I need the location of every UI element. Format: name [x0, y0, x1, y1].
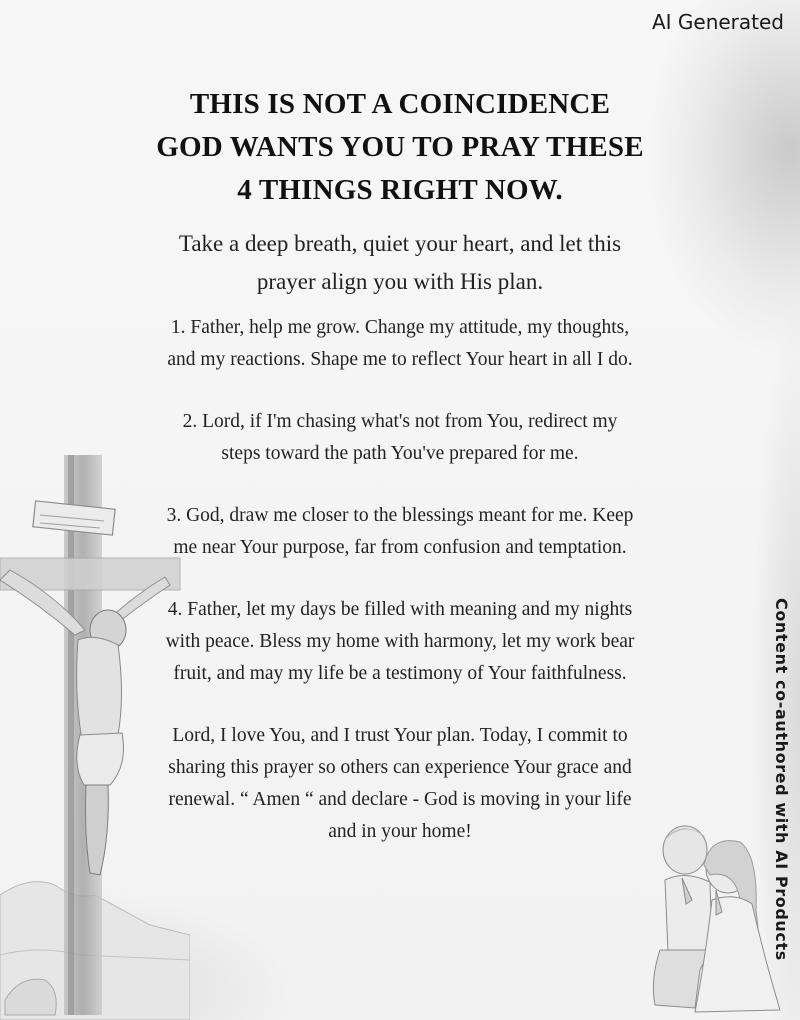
prayer-item-4	[118, 594, 682, 690]
headline-line: 4 THINGS RIGHT NOW.	[237, 174, 563, 206]
prayer-item-2	[118, 406, 682, 470]
headline-line: THIS IS NOT A COINCIDENCE	[189, 88, 611, 120]
prayer-line: 4. Father, let my days be filled with meaning and my nights	[167, 599, 633, 620]
headline-line: GOD WANTS YOU TO PRAY THESE	[156, 131, 644, 163]
prayer-line: steps toward the path You've prepared for me.	[221, 443, 579, 464]
closing-line: Lord, I love You, and I trust Your plan. Today, I commit to	[172, 725, 628, 746]
closing-prayer	[118, 720, 682, 848]
prayer-line: 2. Lord, if I'm chasing what's not from You, redirect my	[182, 411, 618, 432]
intro-text	[100, 225, 700, 301]
closing-line: and in your home!	[328, 821, 472, 842]
prayer-line: and my reactions. Shape me to reflect Your heart in all I do.	[167, 349, 633, 370]
closing-line: renewal. “ Amen “ and declare - God is moving in your life	[168, 789, 632, 810]
prayer-list	[118, 312, 682, 848]
praying-children-illustration	[640, 820, 790, 1020]
closing-line: sharing this prayer so others can experience Your grace and	[168, 757, 632, 778]
prayer-line: 3. God, draw me closer to the blessings meant for me. Keep	[166, 505, 634, 526]
intro-line: Take a deep breath, quiet your heart, and let this	[178, 231, 622, 256]
headline	[0, 83, 800, 212]
prayer-item-3	[118, 500, 682, 564]
prayer-line: fruit, and may my life be a testimony of Your faithfulness.	[173, 663, 627, 684]
ai-generated-badge: AI Generated	[651, 10, 784, 34]
prayer-line: me near Your purpose, far from confusion and temptation.	[173, 537, 627, 558]
prayer-line: 1. Father, help me grow. Change my attitude, my thoughts,	[170, 317, 630, 338]
ai-coauthor-note: Content co-authored with AI Products	[772, 598, 791, 961]
prayer-line: with peace. Bless my home with harmony, let my work bear	[165, 631, 635, 652]
intro-line: prayer align you with His plan.	[256, 269, 544, 294]
prayer-item-1	[118, 312, 682, 376]
